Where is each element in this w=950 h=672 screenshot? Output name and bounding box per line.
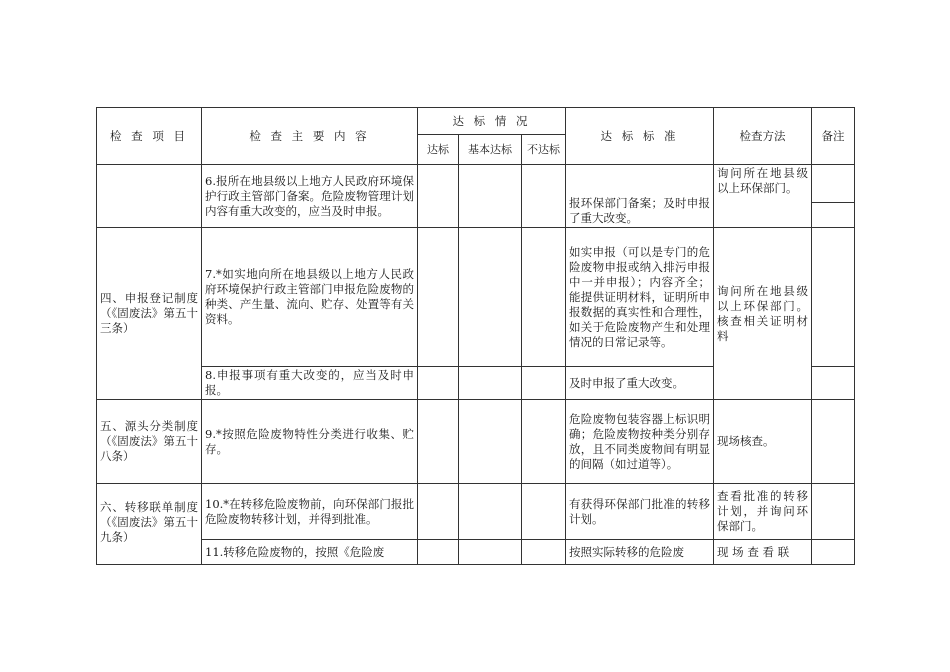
header-item: 检 查 项 目 <box>97 108 202 165</box>
standard-cell: 如实申报（可以是专门的危险废物申报或纳入排污申报中一并申报）；内容齐全；能提供证明材料，证明所申报数据的真实性和合理性，如关于危险废物产生和处理情况的日常记录等。 <box>566 228 714 367</box>
status-ok-cell[interactable] <box>418 228 459 367</box>
standard-cell: 按照实际转移的危险废 <box>566 540 714 565</box>
status-basic-cell[interactable] <box>459 228 522 367</box>
standard-cell: 危险废物包装容器上标识明确；危险废物按种类分别存放，且不同类废物间有明显的间隔（如过道等）。 <box>566 400 714 484</box>
status-not-cell[interactable] <box>522 367 566 400</box>
item-cell: 六、转移联单制度（《固废法》第五十九条） <box>97 484 202 565</box>
content-cell: 8.申报事项有重大改变的，应当及时申报。 <box>202 367 418 400</box>
table-row <box>97 540 855 565</box>
note-cell[interactable] <box>812 400 855 484</box>
content-cell: 7.*如实地向所在地县级以上地方人民政府环境保护行政主管部门申报危险废物的种类、产生量、流向、贮存、处置等有关资料。 <box>202 228 418 367</box>
header-status-basic: 基本达标 <box>459 135 522 165</box>
status-basic-cell[interactable] <box>459 484 522 540</box>
note-cell[interactable] <box>812 484 855 540</box>
status-ok-cell[interactable] <box>418 484 459 540</box>
table-row <box>97 400 855 484</box>
item-cell: 五、源头分类制度（《固废法》第五十八条） <box>97 400 202 484</box>
content-cell: 10.*在转移危险废物前，向环保部门报批危险废物转移计划，并得到批准。 <box>202 484 418 540</box>
status-not-cell[interactable] <box>522 228 566 367</box>
inspection-table <box>96 107 855 565</box>
method-cell: 现场核查。 <box>714 400 812 484</box>
header-note: 备注 <box>812 108 855 165</box>
header-standard: 达 标 标 准 <box>566 108 714 165</box>
status-not-cell[interactable] <box>522 540 566 565</box>
note-cell[interactable] <box>812 540 855 565</box>
status-ok-cell[interactable] <box>418 540 459 565</box>
status-not-cell[interactable] <box>522 484 566 540</box>
item-cell: 四、申报登记制度（《固废法》第五十三条） <box>97 228 202 400</box>
header-status-not: 不达标 <box>522 135 566 165</box>
status-ok-cell[interactable] <box>418 165 459 228</box>
note-cell[interactable] <box>812 367 855 400</box>
note-cell[interactable] <box>812 165 855 203</box>
status-ok-cell[interactable] <box>418 400 459 484</box>
method-cell: 现 场 查 看 联 <box>714 540 812 565</box>
content-cell: 9.*按照危险废物特性分类进行收集、贮存。 <box>202 400 418 484</box>
status-basic-cell[interactable] <box>459 400 522 484</box>
header-method: 检查方法 <box>714 108 812 165</box>
note-cell[interactable] <box>812 203 855 228</box>
method-cell: 询问所在地县级以上环保部门。核查相关证明材料 <box>714 228 812 400</box>
content-cell: 6.报所在地县级以上地方人民政府环境保护行政主管部门备案。危险废物管理计划内容有重大改变的，应当及时申报。 <box>202 165 418 228</box>
method-cell: 询问所在地县级以上环保部门。 <box>714 165 812 228</box>
header-row-1 <box>97 108 855 135</box>
status-basic-cell[interactable] <box>459 367 522 400</box>
status-basic-cell[interactable] <box>459 540 522 565</box>
table-row <box>97 165 855 203</box>
status-basic-cell[interactable] <box>459 165 522 228</box>
status-not-cell[interactable] <box>522 400 566 484</box>
table-row <box>97 484 855 540</box>
standard-cell: 报环保部门备案；及时申报了重大改变。 <box>566 165 714 228</box>
header-content: 检 查 主 要 内 容 <box>202 108 418 165</box>
content-cell: 11.转移危险废物的，按照《危险废 <box>202 540 418 565</box>
standard-cell: 及时申报了重大改变。 <box>566 367 714 400</box>
status-not-cell[interactable] <box>522 165 566 228</box>
method-cell: 查看批准的转移计划，并询问环保部门。 <box>714 484 812 540</box>
standard-cell: 有获得环保部门批准的转移计划。 <box>566 484 714 540</box>
table-row <box>97 228 855 367</box>
note-cell[interactable] <box>812 228 855 367</box>
item-cell-empty <box>97 165 202 228</box>
header-status-ok: 达标 <box>418 135 459 165</box>
header-status: 达 标 情 况 <box>418 108 566 135</box>
status-ok-cell[interactable] <box>418 367 459 400</box>
